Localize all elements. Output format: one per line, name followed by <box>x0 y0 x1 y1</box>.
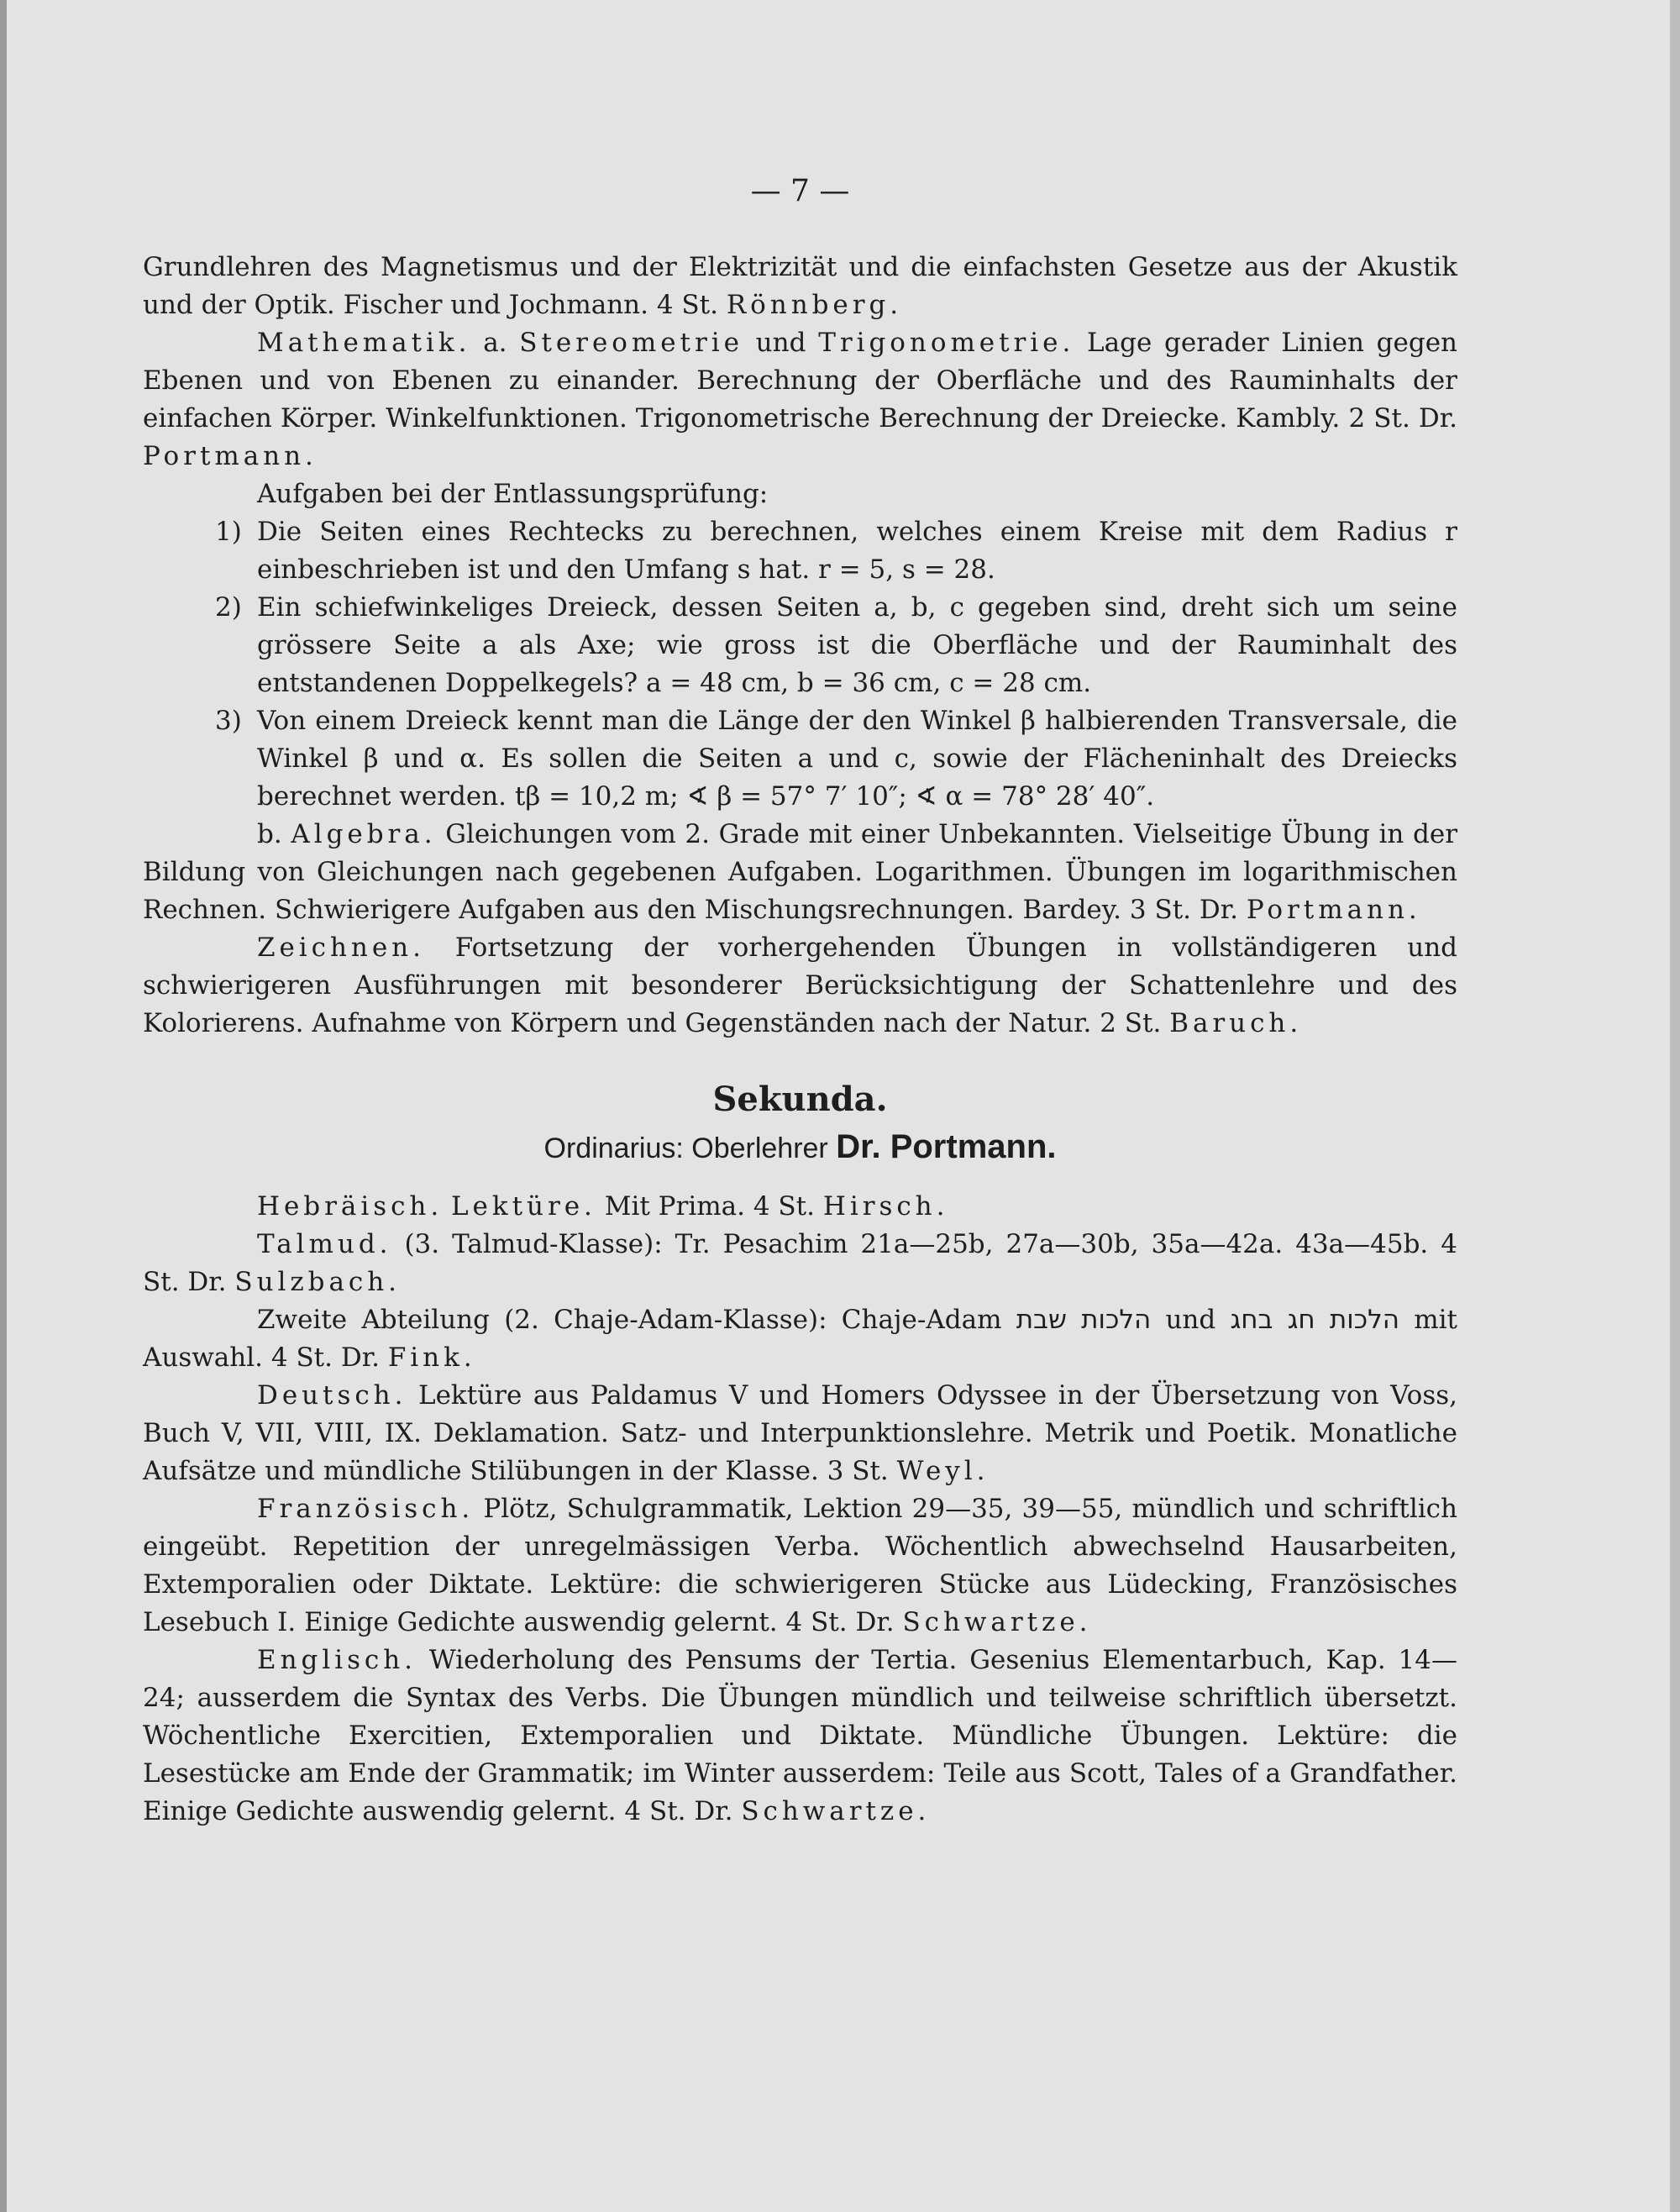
task-number: 1) <box>215 517 242 547</box>
zeichnen-paragraph <box>143 929 1457 1043</box>
hebrew-text: Mit Prima. 4 St. <box>604 1191 815 1222</box>
math-paragraph <box>143 324 1457 476</box>
zweite-und: und <box>1165 1305 1216 1335</box>
franz-text: Plötz, Schulgrammatik, Lektion 29—35, 39—55, mündlich und schriftlich eingeübt. Repetition der unregelmässigen Verba. Wöchentlich abwechselnd Hausarbeiten, Extemporalien oder Diktate. Lektüre: die schwierigeren Stücke aus Lüdecking, Französisches Lesebuch I. Einige Gedichte auswendig gelernt. 4 St. Dr. <box>143 1494 1457 1637</box>
hebrew-lektuere: Lektüre. <box>451 1191 596 1222</box>
math-a-topic2: Trigonometrie. <box>818 328 1075 358</box>
task-text: Von einem Dreieck kennt man die Länge der den Winkel β halbierenden Transversale, die Winkel β und α. Es sollen die Seiten a und c, sowie der Flächeninhalt des Dreiecks berechnet werden. tβ = 10,2 m; ∢ β = 57° 7′ 10″; ∢ α = 78° 28′ 40″. <box>257 706 1457 812</box>
ordinarius-line <box>143 1128 1457 1168</box>
engl-heading: Englisch. <box>257 1645 417 1675</box>
algebra-heading: Algebra. <box>291 819 437 849</box>
talmud-teacher: Sulzbach. <box>234 1267 401 1297</box>
task-text: Die Seiten eines Rechtecks zu berechnen, welches einem Kreise mit dem Radius r einbeschrieben ist und den Umfang s hat. r = 5, s = 28. <box>257 517 1457 585</box>
task-number: 2) <box>215 592 242 623</box>
math-a-topic: Stereometrie <box>519 328 743 358</box>
page-number: — 7 — <box>750 174 850 208</box>
exam-task <box>143 702 1457 816</box>
zweite-teacher: Fink. <box>387 1342 476 1373</box>
section-title: Sekunda. <box>712 1080 888 1119</box>
zweite-text: Zweite Abteilung (2. Chaje-Adam-Klasse): Chaje-Adam <box>257 1305 1002 1335</box>
math-a-prefix: a. <box>483 328 507 358</box>
talmud-heading: Talmud. <box>257 1229 392 1259</box>
physics-text: Grundlehren des Magnetismus und der Elektrizität und die einfachsten Gesetze aus der Akustik und der Optik. Fischer und Jochmann. 4 St. <box>143 252 1457 320</box>
zeichnen-teacher: Baruch. <box>1169 1008 1303 1038</box>
math-a-teacher: Portmann. <box>143 441 318 471</box>
physics-teacher: Rönnberg. <box>726 290 903 320</box>
scan-left-edge <box>0 0 7 2212</box>
zeichnen-heading: Zeichnen. <box>257 933 425 963</box>
engl-text: Wiederholung des Pensums der Tertia. Gesenius Elementarbuch, Kap. 14—24; ausserdem die Syntax des Verbs. Die Übungen mündlich und teilweise schriftlich übersetzt. Wöchentliche Exercitien, Extemporalien und Diktate. Mündliche Übungen. Lektüre: die Lesestücke am Ende der Grammatik; im Winter ausserdem: Teile aus Scott, Tales of a Grandfather. Einige Gedichte auswendig gelernt. 4 St. Dr. <box>143 1645 1457 1826</box>
task-text: Ein schiefwinkeliges Dreieck, dessen Seiten a, b, c gegeben sind, dreht sich um seine grössere Seite a als Axe; wie gross ist die Oberfläche und der Rauminhalt des entstandenen Doppelkegels? a = 48 cm, b = 36 cm, c = 28 cm. <box>257 592 1457 698</box>
zeichnen-text: Fortsetzung der vorhergehenden Übungen in vollständigeren und schwierigeren Ausführungen mit besonderer Berücksichtigung der Schattenlehre und des Kolorierens. Aufnahme von Körpern und Gegenständen nach der Natur. 2 St. <box>143 933 1458 1038</box>
exam-intro: Aufgaben bei der Entlassungsprüfung: <box>257 479 769 509</box>
math-heading: Mathematik. <box>257 328 471 358</box>
engl-teacher: Schwartze. <box>741 1796 931 1826</box>
math-a-text: Lage gerader Linien gegen Ebenen und von Ebenen zu einander. Berechnung der Oberfläche und des Rauminhalts der einfachen Körper. Winkelfunktionen. Trigonometrische Berechnung der Dreiecke. Kambly. 2 St. Dr. <box>143 328 1458 433</box>
algebra-teacher: Portmann. <box>1246 895 1421 925</box>
hebrew-heading: Hebräisch. <box>257 1191 444 1222</box>
talmud-text: (3. Talmud-Klasse): Tr. Pesachim 21a—25b, 27a—30b, 35a—42a. 43a—45b. 4 St. Dr. <box>143 1229 1457 1297</box>
physics-paragraph <box>143 249 1457 324</box>
franz-teacher: Schwartze. <box>902 1607 1092 1637</box>
exam-task <box>143 513 1457 589</box>
deutsch-paragraph <box>143 1377 1457 1490</box>
talmud-paragraph <box>143 1226 1457 1301</box>
franz-heading: Französisch. <box>257 1494 475 1524</box>
algebra-prefix: b. <box>257 819 282 849</box>
math-and: und <box>755 328 806 358</box>
hebrew-title-1: הלכות שבת <box>1016 1305 1152 1335</box>
deutsch-text: Lektüre aus Paldamus V und Homers Odyssee in der Übersetzung von Voss, Buch V, VII, VIII, IX. Deklamation. Satz- und Interpunktionslehre. Metrik und Poetik. Monatliche Aufsätze und mündliche Stilübungen in der Klasse. 3 St. <box>143 1380 1458 1486</box>
exam-task <box>143 589 1457 702</box>
hebrew-title-2: הלכות חג בחג <box>1230 1305 1399 1335</box>
algebra-paragraph <box>143 816 1457 929</box>
engl-paragraph <box>143 1642 1457 1831</box>
algebra-text: Gleichungen vom 2. Grade mit einer Unbekannten. Vielseitige Übung in der Bildung von Gleichungen nach gegebenen Aufgaben. Logarithmen. Übungen im logarithmischen Rechnen. Schwierigere Aufgaben aus den Mischungsrechnungen. Bardey. 3 St. Dr. <box>143 819 1458 925</box>
task-number: 3) <box>215 706 242 736</box>
franz-paragraph <box>143 1490 1457 1642</box>
hebrew-paragraph <box>143 1188 1457 1226</box>
scan-right-edge <box>1670 0 1680 2212</box>
zweite-abteilung-paragraph <box>143 1301 1457 1377</box>
hebrew-teacher: Hirsch. <box>822 1191 949 1222</box>
ordinarius-name: Dr. Portmann. <box>836 1128 1057 1165</box>
deutsch-teacher: Weyl. <box>896 1456 990 1486</box>
exam-task-list <box>143 513 1457 816</box>
zweite-text-2: mit Auswahl. 4 St. Dr. <box>143 1305 1457 1373</box>
deutsch-heading: Deutsch. <box>257 1380 407 1411</box>
document-page <box>143 172 1457 1831</box>
ordinarius-label: Ordinarius: Oberlehrer <box>543 1132 828 1164</box>
